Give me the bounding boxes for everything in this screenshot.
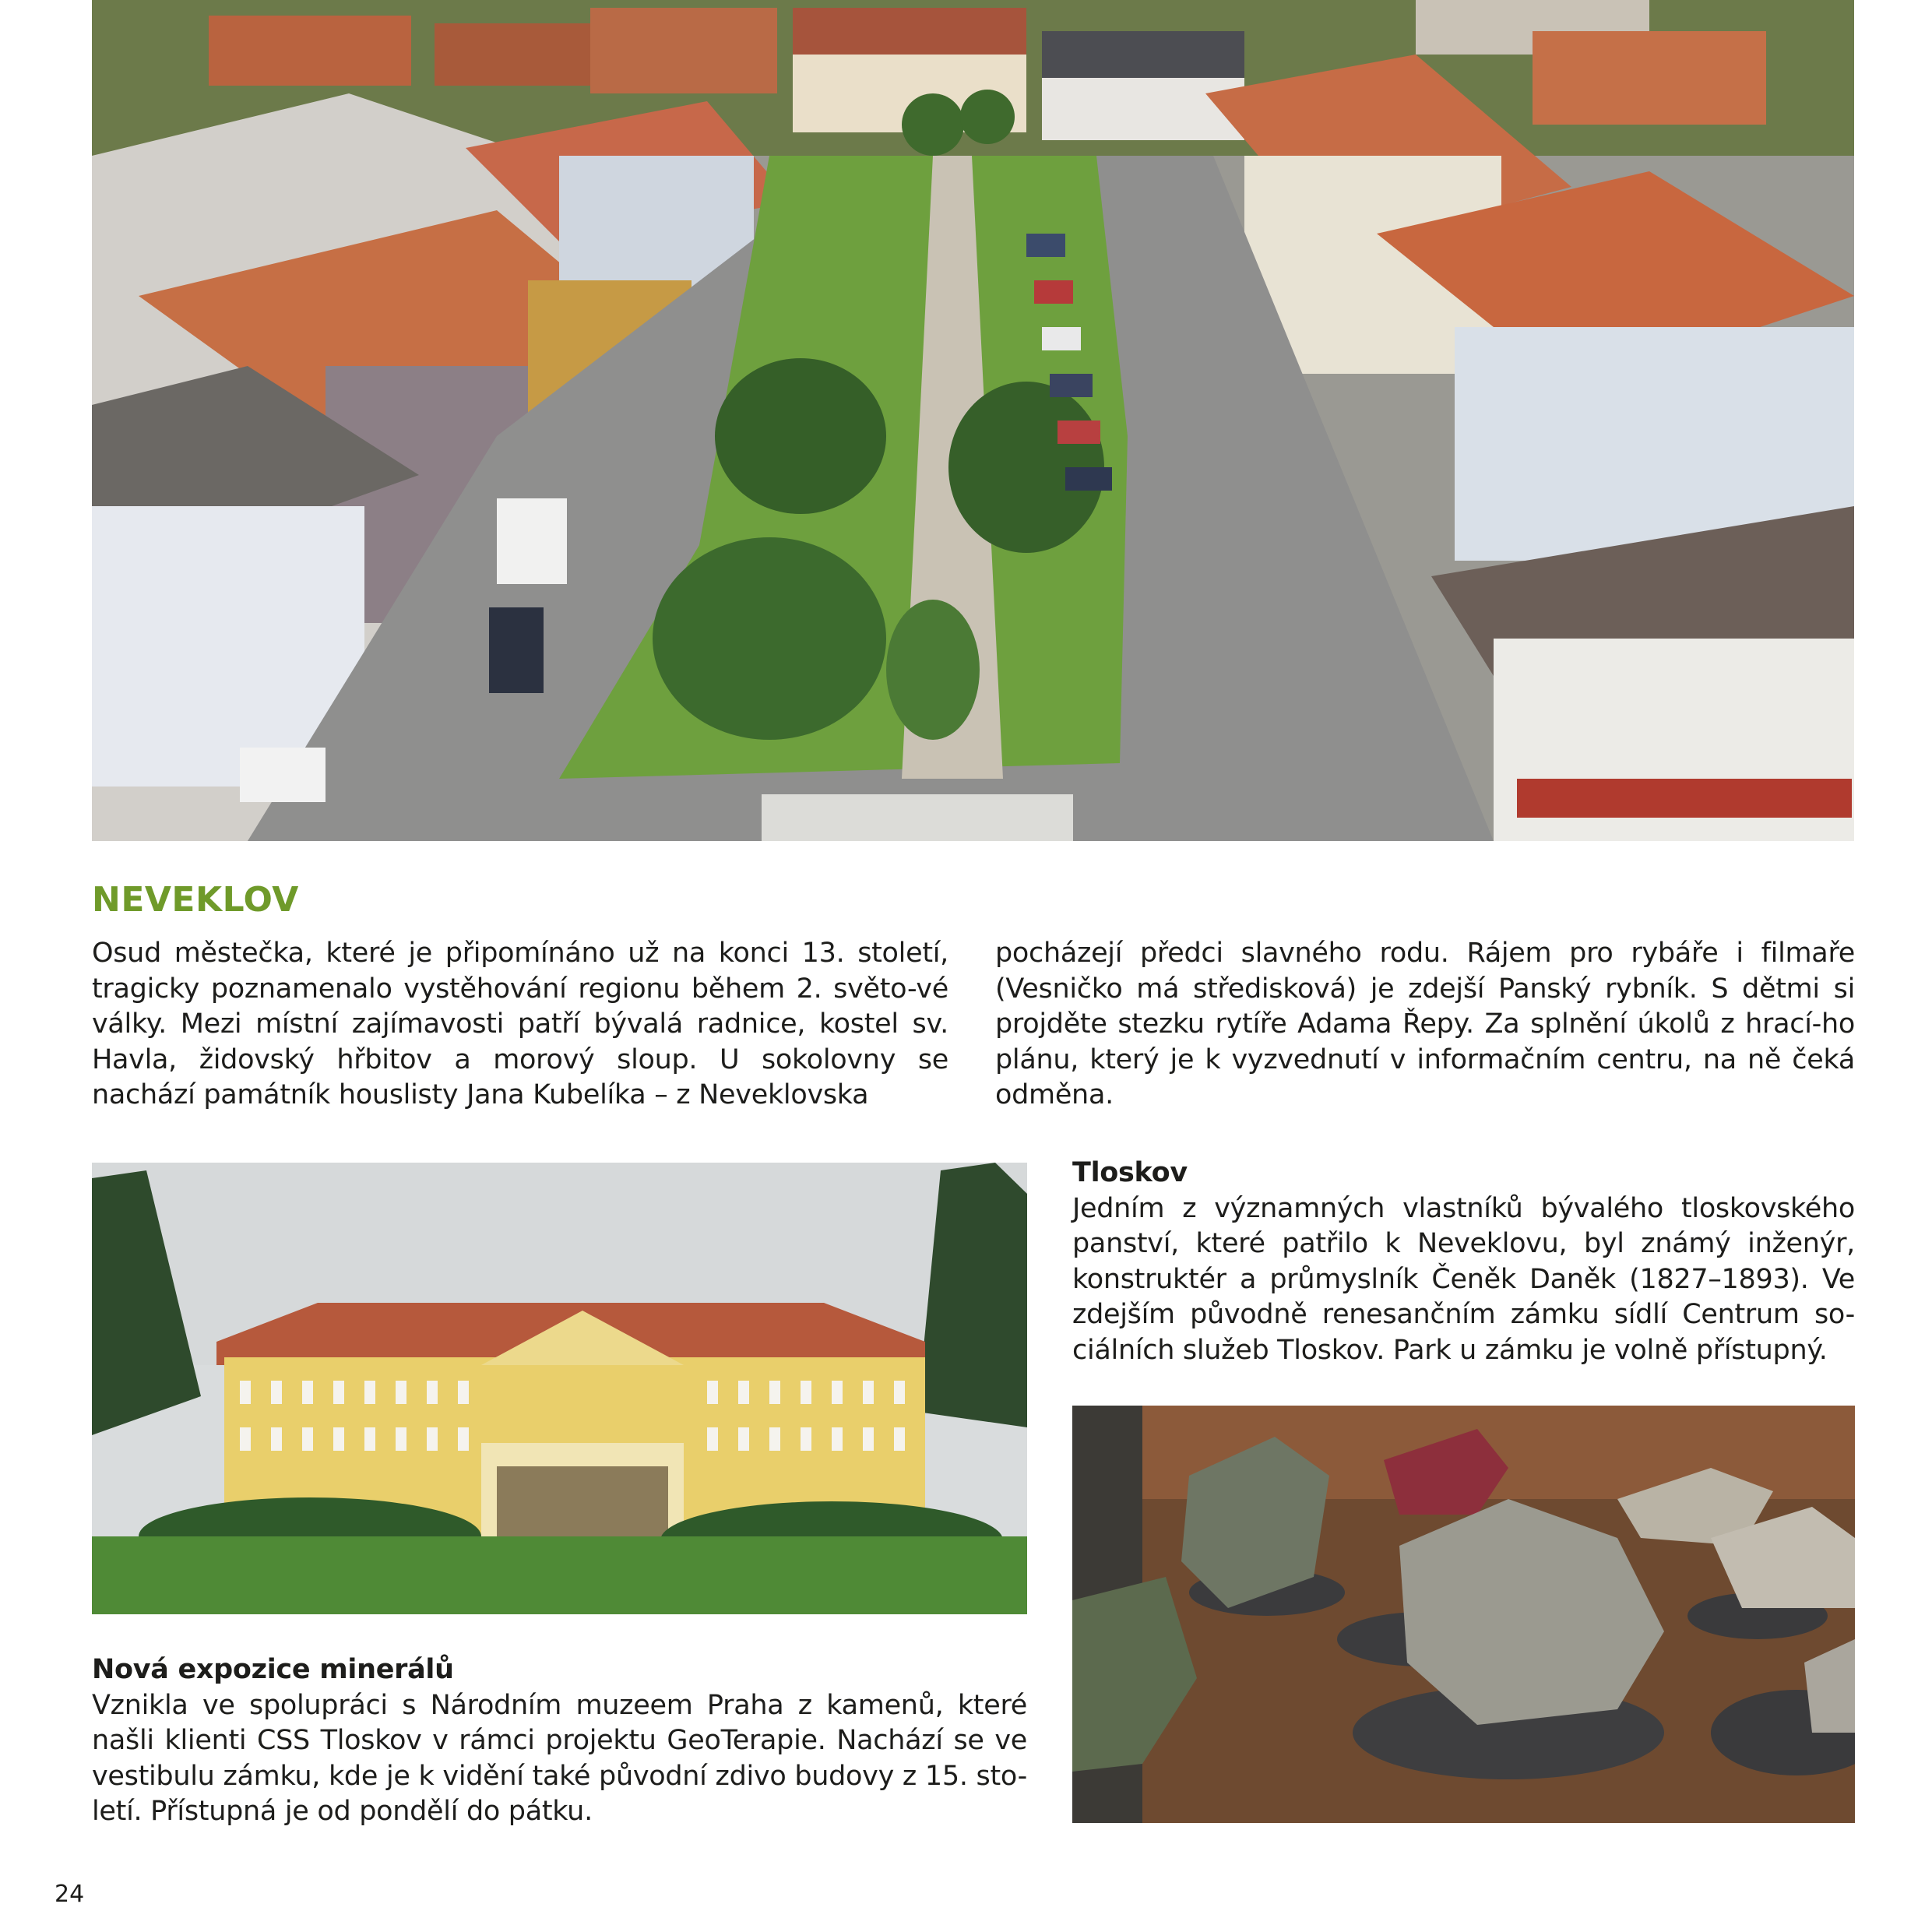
minerals-paragraph: Vznikla ve spolupráci s Národním muzeem Praha z kamenů, které našli klienti CSS Tloskov v rámci projektu GeoTerapie. Nachází se ve vestibulu zámku, kde je k vidění také původní zdivo budovy z 15. sto-letí. Přístupná je od pondělí do pátku. [92, 1689, 1027, 1827]
intro-paragraph-2: pocházejí předci slavného rodu. Rájem pro rybáře i filmaře (Vesničko má středisková) je zdejší Panský rybník. S dětmi si projděte stezku rytíře Adama Řepy. Za splnění úkolů z hrací-ho plánu, který je k vyzvednutí v informačním centru, na ně čeká odměna. [995, 938, 1855, 1110]
intro-column-2 [995, 936, 1855, 1114]
tloskov-paragraph: Jedním z významných vlastníků bývalého tloskovského panství, které patřilo k Neveklovu, byl známý inženýr, konstruktér a průmyslník Čeněk Daněk (1827–1893). Ve zdejším původně renesančním zámku sídlí Centrum so-ciálních služeb Tloskov. Park u zámku je volně přístupný. [1072, 1192, 1855, 1366]
minerals-block [92, 1652, 1027, 1830]
tloskov-heading: Tloskov [1072, 1157, 1188, 1188]
tloskov-block [1072, 1156, 1855, 1368]
intro-paragraph-1: Osud městečka, které je připomínáno už na konci 13. století, tragicky poznamenalo vystěhování regionu během 2. světo-vé války. Mezi místní zajímavosti patří bývalá radnice, kostel sv. Havla, židovský hřbitov a morový sloup. U sokolovny se nachází památník houslisty Jana Kubelíka – z Neveklovska [92, 938, 948, 1110]
tloskov-chateau-photo [92, 1163, 1027, 1614]
town-square-aerial-photo [92, 0, 1854, 841]
minerals-exhibit-photo [1072, 1406, 1855, 1823]
minerals-heading: Nová expozice minerálů [92, 1654, 454, 1685]
page-number: 24 [55, 1881, 85, 1908]
intro-column-1 [92, 936, 948, 1114]
section-title: NEVEKLOV [92, 880, 299, 920]
